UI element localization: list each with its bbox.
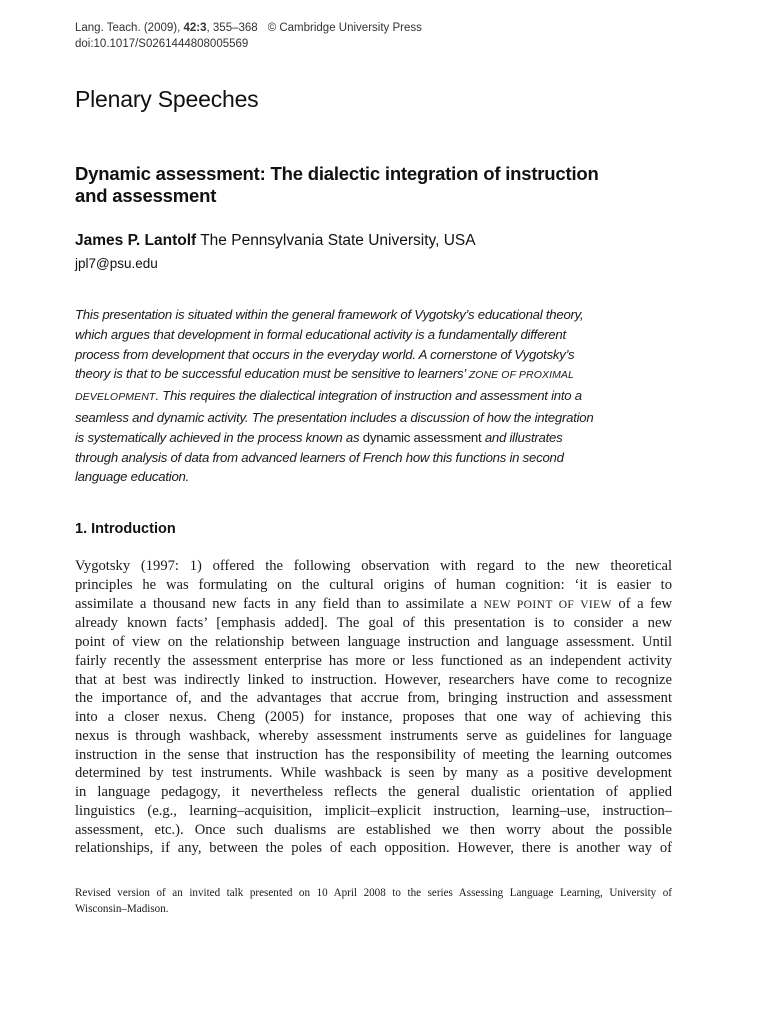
citation-line <box>75 20 422 36</box>
body-line: determined by test instruments. While washback is seen by many as a positive development <box>75 765 672 782</box>
body-line: instruction in the sense that instruction has the responsibility of meeting the learning outcomes <box>75 746 672 763</box>
abstract-term: dynamic assessment <box>362 429 482 445</box>
title-line-1: Dynamic assessment: The dialectic integration of instruction <box>75 163 599 184</box>
body-line <box>75 595 672 615</box>
abstract-line <box>75 364 610 386</box>
body-line: into a closer nexus. Cheng (2005) for instance, proposes that one way of achieving this <box>75 709 672 725</box>
abstract <box>75 305 610 487</box>
abstract-text: is systematically achieved in the process known as <box>75 429 363 445</box>
author-line <box>75 231 476 251</box>
body-text: of a few <box>611 595 672 612</box>
abstract-text: theory is that to be successful education must be sensitive to learners’ <box>75 366 469 382</box>
abstract-line: seamless and dynamic activity. The presentation includes a discussion of how the integration <box>75 409 594 425</box>
abstract-line: process from development that occurs in the everyday world. A cornerstone of Vygotsky’s <box>75 346 575 362</box>
introduction-heading: 1. Introduction <box>75 521 176 537</box>
author-name: James P. Lantolf <box>75 232 197 249</box>
body-text: assimilate a thousand new facts in any field than to assimilate a <box>75 595 484 612</box>
abstract-small-caps: ZONE OF PROXIMAL <box>468 369 574 382</box>
abstract-text: and illustrates <box>481 429 563 445</box>
body-line: that at best was indirectly linked to instruction. However, researchers have come to recognize <box>75 671 672 688</box>
body-line: principles he was formulating on the cultural origins of human cognition: ‘it is easier to <box>75 576 672 593</box>
volume-issue: 42:3 <box>183 22 207 34</box>
footnote <box>75 885 672 917</box>
abstract-line: through analysis of data from advanced learners of French how this functions in second <box>75 449 564 465</box>
abstract-line <box>75 386 610 408</box>
author-affiliation: The Pennsylvania State University, USA <box>196 232 476 249</box>
abstract-line: language education. <box>75 469 190 485</box>
abstract-line <box>75 428 610 448</box>
body-line: Vygotsky (1997: 1) offered the following observation with regard to the new theoretical <box>75 558 672 574</box>
article-title <box>75 163 695 207</box>
body-line: linguistics (e.g., learning–acquisition, implicit–explicit instruction, learning–use, instruction– <box>75 802 672 819</box>
body-line: the importance of, and the advantages that accrue from, bringing instruction and assessment <box>75 690 672 707</box>
abstract-text: . This requires the dialectical integration of instruction and assessment into a <box>155 388 582 404</box>
abstract-line: which argues that development in formal educational activity is a fundamentally different <box>75 326 566 342</box>
abstract-line: This presentation is situated within the general framework of Vygotsky’s educational theory, <box>75 307 584 322</box>
body-line: relationships, if any, between the poles of each opposition. However, there is another way of <box>75 840 672 857</box>
copyright-notice: © Cambridge University Press <box>267 22 422 34</box>
abstract-small-caps: DEVELOPMENT <box>75 391 156 404</box>
body-line: already known facts’ [emphasis added]. The goal of this presentation is to consider a new <box>75 615 672 632</box>
footnote-line: Revised version of an invited talk presented on 10 April 2008 to the series Assessing Language Learning, University of <box>75 887 672 899</box>
page-range: , 355–368 <box>206 22 258 34</box>
doi-line: doi:10.1017/S0261444808005569 <box>75 38 249 50</box>
introduction-body <box>75 557 672 858</box>
body-line: in language pedagogy, it nevertheless reflects the general dualistic orientation of applied <box>75 784 672 800</box>
journal-header <box>75 20 422 52</box>
title-line-2: and assessment <box>75 185 217 206</box>
citation-prefix: Lang. Teach. (2009), <box>75 22 184 34</box>
author-email: jpl7@psu.edu <box>75 256 158 271</box>
body-line: fairly recently the assessment enterprise has more or less functioned as an independent activity <box>75 652 672 669</box>
body-small-caps: NEW POINT OF VIEW <box>483 598 612 611</box>
body-line: nexus is through washback, whereby assessment instruments serve as guidelines for language <box>75 727 672 744</box>
section-heading: Plenary Speeches <box>75 86 259 112</box>
footnote-line: Wisconsin–Madison. <box>75 903 169 915</box>
body-line: point of view on the relationship between language instruction and language assessment. Until <box>75 634 672 650</box>
body-line: assessment, etc.). Once such dualisms are established we then worry about the possible <box>75 821 672 838</box>
